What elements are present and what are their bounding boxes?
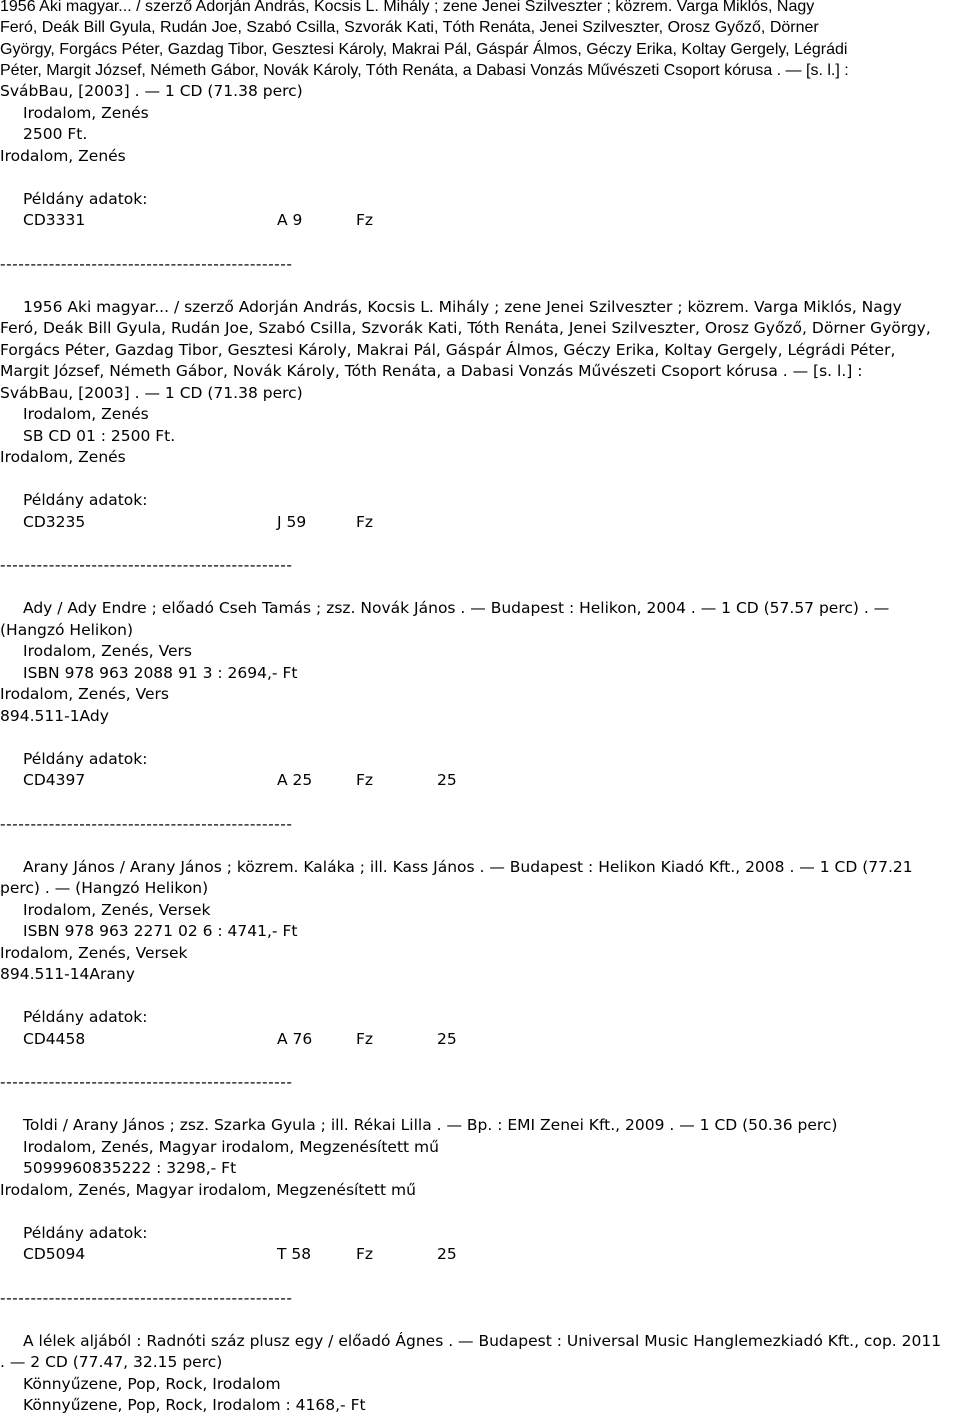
copy-id: CD3331 [23,211,86,229]
copy-location: A 9 [277,211,303,229]
record-5-isbn: Könnyűzene, Pop, Rock, Irodalom : 4168,- Ft [23,1396,366,1414]
copy-count: 25 [437,1245,457,1263]
record-3-isbn: ISBN 978 963 2271 02 6 : 4741,- Ft [23,922,298,940]
copy-type: Fz [356,513,374,531]
copy-type: Fz [356,1245,374,1263]
record-4-subjects-2: Irodalom, Zenés, Magyar irodalom, Megzenésített mű [0,1181,416,1199]
copy-count: 25 [437,1030,457,1048]
separator-4: ------------------------------------------------ [0,1073,293,1091]
copy-location: T 58 [277,1245,312,1263]
record-0-price: 2500 Ft. [23,125,88,143]
record-1-title-line-1: 1956 Aki magyar... / szerző Adorján András, Kocsis L. Mihály ; zene Jenei Szilveszter ; közrem. Varga Miklós, Nagy [23,298,902,316]
record-0-subjects: Irodalom, Zenés [23,104,149,122]
record-5-title-line-2: . — 2 CD (77.47, 32.15 perc) [0,1353,223,1371]
copy-id: CD4458 [23,1030,86,1048]
record-3-subjects: Irodalom, Zenés, Versek [23,901,211,919]
record-3-copy-label: Példány adatok: [23,1008,148,1026]
record-2-subjects-2: Irodalom, Zenés, Vers [0,685,169,703]
record-2-classification: 894.511-1Ady [0,707,109,725]
record-0-title-line-4: Péter, Margit József, Németh Gábor, Novák Károly, Tóth Renáta, a Dabasi Vonzás Művészeti Csoport kórusa . — [s. l.] : [0,62,849,79]
copy-type: Fz [356,771,374,789]
record-1-title-line-5: SvábBau, [2003] . — 1 CD (71.38 perc) [0,384,303,402]
copy-count: 25 [437,771,457,789]
record-0-copy-label: Példány adatok: [23,190,148,208]
separator-5: ------------------------------------------------ [0,1289,293,1307]
record-4-subjects: Irodalom, Zenés, Magyar irodalom, Megzenésített mű [23,1138,439,1156]
record-3-classification: 894.511-14Arany [0,965,135,983]
copy-location: A 76 [277,1030,313,1048]
copy-id: CD3235 [23,513,86,531]
record-5-subjects: Könnyűzene, Pop, Rock, Irodalom [23,1375,281,1393]
record-2-title-line-1: Ady / Ady Endre ; előadó Cseh Tamás ; zsz. Novák János . — Budapest : Helikon, 2004 . — 1 CD (57.57 perc) . — [23,599,890,617]
record-0-title-line-5: SvábBau, [2003] . — 1 CD (71.38 perc) [0,82,303,100]
record-1-copy-label: Példány adatok: [23,491,148,509]
copy-id: CD4397 [23,771,86,789]
record-2-copy-label: Példány adatok: [23,750,148,768]
record-0-subjects-2: Irodalom, Zenés [0,147,126,165]
record-4-title-line-1: Toldi / Arany János ; zsz. Szarka Gyula ; ill. Rékai Lilla . — Bp. : EMI Zenei Kft., 2009 . — 1 CD (50.36 perc) [23,1116,838,1134]
record-3-title-line-2: perc) . — (Hangzó Helikon) [0,879,209,897]
record-0-title-line-1: 1956 Aki magyar... / szerző Adorján András, Kocsis L. Mihály ; zene Jenei Szilveszter ; közrem. Varga Miklós, Nagy [0,0,815,15]
record-1-title-line-2: Feró, Deák Bill Gyula, Rudán Joe, Szabó Csilla, Szvorák Kati, Tóth Renáta, Jenei Szilveszter, Orosz Győző, Dörner György, [0,319,931,337]
separator-3: ------------------------------------------------ [0,815,293,833]
record-1-title-line-4: Margit József, Németh Gábor, Novák Károly, Tóth Renáta, a Dabasi Vonzás Művészeti Csoport kórusa . — [s. l.] : [0,362,863,380]
record-1-price: SB CD 01 : 2500 Ft. [23,427,176,445]
record-1-subjects: Irodalom, Zenés [23,405,149,423]
record-3-title-line-1: Arany János / Arany János ; közrem. Kaláka ; ill. Kass János . — Budapest : Helikon Kiadó Kft., 2008 . — 1 CD (77.21 [23,858,913,876]
copy-location: J 59 [277,513,307,531]
record-0-title-line-3: György, Forgács Péter, Gazdag Tibor, Gesztesi Károly, Makrai Pál, Gáspár Álmos, Géczy Erika, Koltay Gergely, Légrádi [0,41,848,58]
copy-location: A 25 [277,771,313,789]
record-4-isbn: 5099960835222 : 3298,- Ft [23,1159,237,1177]
copy-type: Fz [356,1030,374,1048]
record-2-isbn: ISBN 978 963 2088 91 3 : 2694,- Ft [23,664,298,682]
separator-1: ------------------------------------------------ [0,255,293,273]
record-2-title-line-2: (Hangzó Helikon) [0,621,133,639]
record-3-subjects-2: Irodalom, Zenés, Versek [0,944,188,962]
record-4-copy-label: Példány adatok: [23,1224,148,1242]
record-0-title-line-2: Feró, Deák Bill Gyula, Rudán Joe, Szabó Csilla, Szvorák Kati, Tóth Renáta, Jenei Szilveszter, Orosz Győző, Dörner [0,19,819,36]
record-2-subjects: Irodalom, Zenés, Vers [23,642,192,660]
copy-id: CD5094 [23,1245,86,1263]
record-1-subjects-2: Irodalom, Zenés [0,448,126,466]
separator-2: ------------------------------------------------ [0,556,293,574]
record-1-title-line-3: Forgács Péter, Gazdag Tibor, Gesztesi Károly, Makrai Pál, Gáspár Álmos, Géczy Erika, Koltay Gergely, Légrádi Péter, [0,341,896,359]
record-5-title-line-1: A lélek aljából : Radnóti száz plusz egy / előadó Ágnes . — Budapest : Universal Music Hanglemezkiadó Kft., cop. 2011 [23,1332,942,1350]
copy-type: Fz [356,211,374,229]
